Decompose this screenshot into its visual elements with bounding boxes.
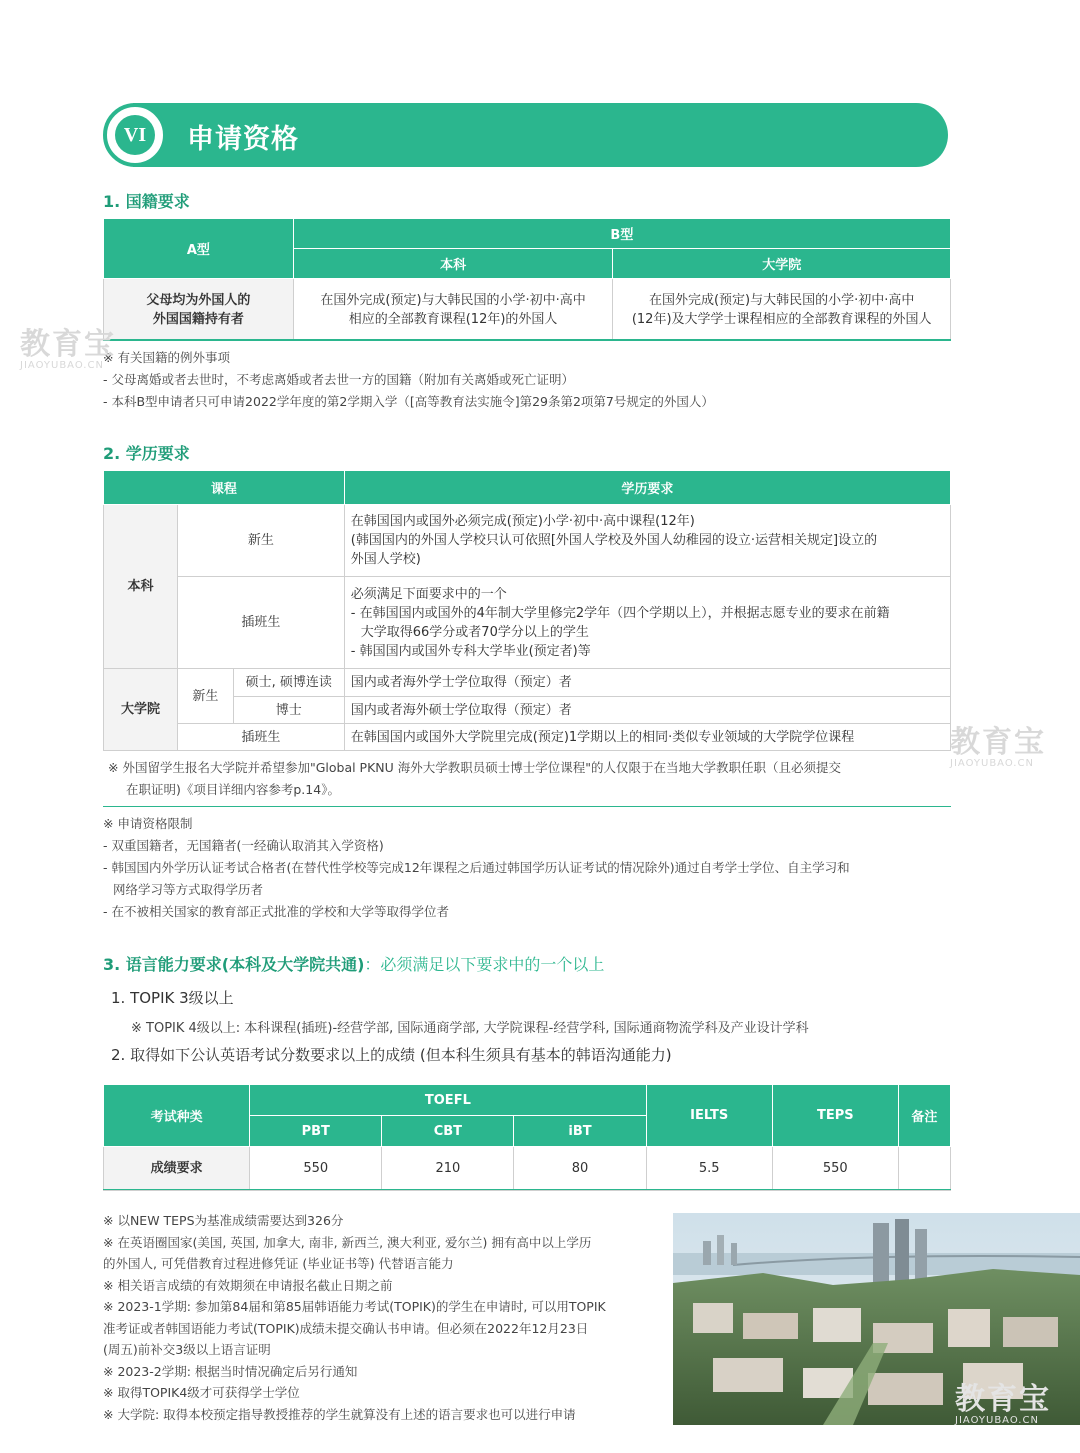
cell-score-label: 成绩要求 bbox=[104, 1147, 250, 1191]
note-line: - 双重国籍者，无国籍者(一经确认取消其入学资格) bbox=[103, 838, 384, 853]
note-line: ※ 2023-2学期: 根据当时情况确定后另行通知 bbox=[103, 1363, 358, 1379]
cell-remark bbox=[898, 1147, 950, 1191]
cell-doctor: 博士 bbox=[233, 697, 344, 724]
section3-title: 3. 语言能力要求(本科及大学院共通)：必须满足以下要求中的一个以上 bbox=[103, 955, 605, 974]
note-line: ※ 以NEW TEPS为基准成绩需要达到326分 bbox=[103, 1213, 344, 1228]
header-ibt: iBT bbox=[514, 1116, 646, 1147]
watermark: 教育宝 JIAOYUBAO.CN bbox=[950, 725, 1046, 769]
cell-freshman-req: 在韩国国内或国外必须完成(预定)小学·初中·高中课程(12年) (韩国国内的外国人学校只认可依照[外国人学校及外国人幼稚园的设立·运营相关规定]设立的 外国人学校) bbox=[344, 505, 950, 577]
cell-grad-transfer-req: 在韩国国内或国外大学院里完成(预定)1学期以上的相同·类似专业领域的大学院学位课程 bbox=[344, 724, 950, 751]
lang-item-1: 1. TOPIK 3级以上 bbox=[111, 989, 234, 1007]
watermark: 教育宝 JIAOYUBAO.CN bbox=[955, 1382, 1051, 1426]
note-line: - 父母离婚或者去世时，不考虑离婚或者去世一方的国籍（附加有关离婚或死亡证明） bbox=[103, 372, 574, 387]
note-line: 准考证或者韩国语能力考试(TOPIK)成绩未提交确认书申请。但必须在2022年12月23日 bbox=[103, 1320, 589, 1336]
cell-cbt: 210 bbox=[382, 1147, 514, 1191]
cell-teps: 550 bbox=[772, 1147, 898, 1191]
cell-b-undergrad: 在国外完成(预定)与大韩民国的小学·初中·高中 相应的全部教育课程(12年)的外国人 bbox=[293, 279, 613, 341]
note-line: 网络学习等方式取得学历者 bbox=[113, 882, 264, 897]
restriction-notes bbox=[103, 813, 850, 923]
note-line: - 本科B型申请者只可申请2022学年度的第2学期入学（[高等教育法实施令]第29条第2项第7号规定的外国人） bbox=[103, 394, 714, 409]
education-table-note: ※ 外国留学生报名大学院并希望参加"Global PKNU 海外大学教职员硕士博士学位课程"的人仅限于在当地大学教职任职（且必须提交 在职证明)《项目详细内容参考p.14》。 bbox=[108, 760, 842, 797]
divider bbox=[103, 1189, 951, 1190]
cell-undergrad: 本科 bbox=[104, 505, 178, 669]
header-teps: TEPS bbox=[772, 1085, 898, 1147]
cell-master-req: 国内或者海外学士学位取得（预定）者 bbox=[344, 669, 950, 697]
header-toefl: TOEFL bbox=[250, 1085, 646, 1116]
header-b-type: B型 bbox=[293, 219, 950, 249]
section1-title: 1. 国籍要求 bbox=[103, 192, 190, 211]
cell-grad-transfer: 插班生 bbox=[177, 724, 344, 751]
cell-transfer-req: 必须满足下面要求中的一个 - 在韩国国内或国外的4年制大学里修完2学年（四个学期以上），并根据志愿专业的要求在前籍 大学取得66学分或者70学分以上的学生 - 韩国国内或国外专科大学毕业(预定者)等 bbox=[344, 577, 950, 669]
nationality-table bbox=[103, 218, 951, 341]
header-exam-type: 考试种类 bbox=[104, 1085, 250, 1147]
note-line: ※ 大学院: 取得本校预定指导教授推荐的学生就算没有上述的语言要求也可以进行申请 bbox=[103, 1406, 576, 1422]
note-line: 的外国人, 可凭借教育过程进修凭证 (毕业证书等) 代替语言能力 bbox=[103, 1256, 454, 1271]
cell-ibt: 80 bbox=[514, 1147, 646, 1191]
cell-b-grad: 在国外完成(预定)与大韩民国的小学·初中·高中 (12年)及大学学士课程相应的全部教育课程的外国人 bbox=[613, 279, 951, 341]
header-ielts: IELTS bbox=[646, 1085, 772, 1147]
education-table bbox=[103, 470, 951, 751]
header-pbt: PBT bbox=[250, 1116, 382, 1147]
lang-item-1-note: ※ TOPIK 4级以上: 本科课程(插班)-经营学部, 国际通商学部, 大学院课程-经营学科, 国际通商物流学科及产业设计学科 bbox=[131, 1021, 809, 1036]
cell-doctor-req: 国内或者海外硕士学位取得（预定）者 bbox=[344, 697, 950, 724]
language-notes bbox=[103, 1210, 606, 1425]
note-line: ※ 相关语言成绩的有效期须在申请报名截止日期之前 bbox=[103, 1277, 393, 1293]
page-title: 申请资格 bbox=[187, 124, 299, 155]
note-line: ※ 在英语圈国家(美国, 英国, 加拿大, 南非, 新西兰, 澳大利亚, 爱尔兰) 拥有高中以上学历 bbox=[103, 1234, 592, 1250]
header-course: 课程 bbox=[104, 471, 345, 505]
note-line: ※ 有关国籍的例外事项 bbox=[103, 350, 230, 365]
banner-badge bbox=[103, 103, 167, 167]
lang-item-2: 2. 取得如下公认英语考试分数要求以上的成绩 (但本科生须具有基本的韩语沟通能力) bbox=[111, 1046, 672, 1064]
divider bbox=[103, 339, 951, 341]
roman-numeral: VI bbox=[115, 115, 155, 155]
cell-transfer: 插班生 bbox=[177, 577, 344, 669]
note-line: ※ 取得TOPIK4级才可获得学士学位 bbox=[103, 1385, 300, 1400]
english-score-table bbox=[103, 1084, 951, 1191]
header-cbt: CBT bbox=[382, 1116, 514, 1147]
section-banner bbox=[103, 103, 948, 167]
header-b-undergrad: 本科 bbox=[293, 249, 613, 279]
header-remark: 备注 bbox=[898, 1085, 950, 1147]
cell-ielts: 5.5 bbox=[646, 1147, 772, 1191]
header-requirement: 学历要求 bbox=[344, 471, 950, 505]
header-a-type: A型 bbox=[104, 219, 294, 279]
cell-grad-freshman: 新生 bbox=[177, 669, 233, 724]
note-line: - 韩国国内外学历认证考试合格者(在替代性学校等完成12年课程之后通过韩国学历认证考试的情况除外)通过自考学士学位、自主学习和 bbox=[103, 860, 850, 875]
cell-grad: 大学院 bbox=[104, 669, 178, 751]
cell-freshman: 新生 bbox=[177, 505, 344, 577]
watermark: 教育宝 JIAOYUBAO.CN bbox=[20, 327, 116, 371]
section2-title: 2. 学历要求 bbox=[103, 444, 190, 463]
cell-pbt: 550 bbox=[250, 1147, 382, 1191]
note-line: ※ 申请资格限制 bbox=[103, 816, 193, 831]
header-b-grad: 大学院 bbox=[613, 249, 951, 279]
divider bbox=[103, 806, 951, 807]
note-line: ※ 2023-1学期: 参加第84届和第85届韩语能力考试(TOPIK)的学生在申请时, 可以用TOPIK bbox=[103, 1299, 606, 1314]
cell-master: 硕士, 硕博连读 bbox=[233, 669, 344, 697]
nationality-notes bbox=[103, 347, 714, 413]
note-line: - 在不被相关国家的教育部正式批准的学校和大学等取得学位者 bbox=[103, 904, 449, 919]
cell-a-type: 父母均为外国人的 外国国籍持有者 bbox=[104, 279, 294, 341]
note-line: (周五)前补交3级以上语言证明 bbox=[103, 1342, 271, 1357]
